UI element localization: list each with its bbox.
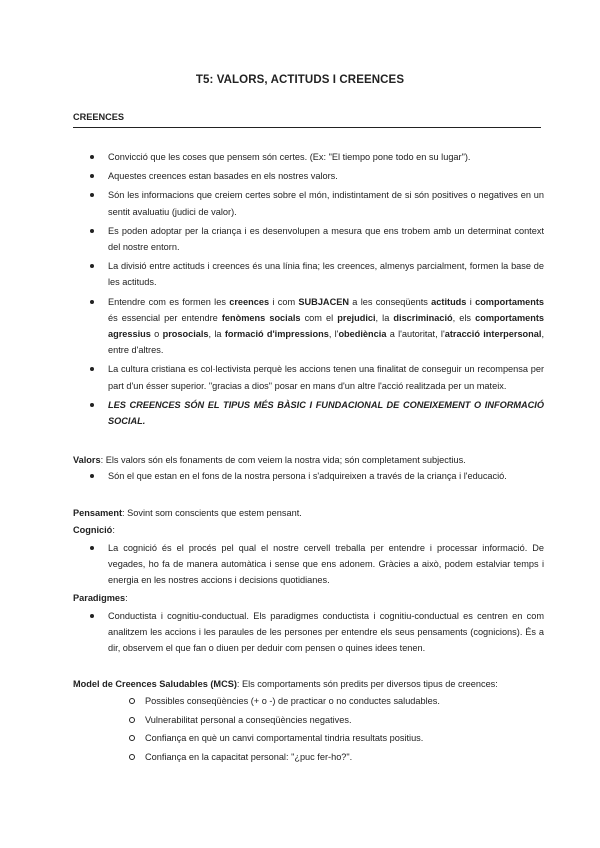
valors-label: Valors xyxy=(73,455,101,465)
text-run: , entre d'altres. xyxy=(108,329,544,356)
text-run: Entendre com es formen les xyxy=(108,296,230,307)
list-item: La cognició és el procés pel qual el nostre cervell treballa per entendre i processar informació. De vegades, ho fa de manera automàtica i sense que ens adonem. Gràcies a això, podem estalviar temps i energia en les nostres accions i decisions quotidianes. xyxy=(0,540,600,589)
valors-bullet-list xyxy=(0,468,600,484)
keyword: actituds xyxy=(431,296,467,307)
pensament-label: Pensament xyxy=(73,508,123,518)
mcs-sub-list xyxy=(0,693,600,768)
cognicio-colon: : xyxy=(112,525,115,535)
list-item: Es poden adoptar per la criança i es desenvolupen a mesura que ens trobem amb un determinat context del nostre entorn. xyxy=(0,223,600,255)
paradigmes-colon: : xyxy=(125,593,128,603)
keyword: SUBJACEN xyxy=(298,296,349,307)
list-item: Convicció que les coses que pensem són certes. (Ex: "El tiempo pone todo en su lugar"). xyxy=(0,149,600,165)
keyword: discriminació xyxy=(393,312,453,323)
keyword: atracció interpersonal xyxy=(444,329,542,340)
list-item: Conductista i cognitiu-conductual. Els paradigmes conductista i cognitiu-conductual es centren en com analitzem les accions i les paraules de les persones per entendre els seus pensaments (cognicions). És a dir, observem el que fan o diuen per deduir com pensen o quines idees tenen. xyxy=(0,608,600,657)
list-item: La cultura cristiana es col·lectivista perquè les accions tenen una finalitat de conseguir un recompensa per part d'un ésser superior. "gracias a dios" posar en mans d'un altre l'acció realitzada per un mateix. xyxy=(0,361,600,393)
list-item: Són les informacions que creiem certes sobre el món, indistintament de si són positives o negatives en un sentit avaluatiu (judici de valor). xyxy=(0,187,600,219)
cognicio-label: Cognició xyxy=(73,525,113,535)
keyword: comportaments xyxy=(475,296,544,307)
keyword: obediència xyxy=(338,329,387,340)
list-item: Confiança en què un canvi comportamental tindria resultats positius. xyxy=(0,730,600,746)
keyword: comportaments agressius xyxy=(108,312,545,340)
keyword: creences xyxy=(229,296,270,307)
text-run: , la xyxy=(208,329,225,340)
list-item: LES CREENCES SÓN EL TIPUS MÉS BÀSIC I FUNDACIONAL DE CONEIXEMENT O INFORMACIÓ SOCIAL. xyxy=(0,397,600,429)
list-item: Aquestes creences estan basades en els nostres valors. xyxy=(0,168,600,184)
pensament-text: : Sovint som conscients que estem pensant. xyxy=(122,508,302,518)
mcs-text: : Els comportaments són predits per diversos tipus de creences: xyxy=(236,679,498,689)
mcs-paragraph xyxy=(73,676,543,692)
text-run: , la xyxy=(375,312,394,323)
valors-paragraph xyxy=(73,452,543,468)
list-item: Confiança en la capacitat personal: "¿puc fer-ho?". xyxy=(0,749,600,765)
paradigmes-bullet-list xyxy=(0,608,600,657)
text-run: a l'autoritat, l' xyxy=(386,329,445,340)
mcs-label: Model de Creences Saludables (MCS) xyxy=(73,679,237,689)
paradigmes-label: Paradigmes xyxy=(73,593,126,603)
keyword: prejudici xyxy=(337,312,376,323)
list-item: Són el que estan en el fons de la nostra persona i s'adquireixen a través de la criança i l'educació. xyxy=(0,468,600,484)
cognicio-bullet-list xyxy=(0,540,600,589)
text-run: o xyxy=(150,329,163,340)
list-item: Vulnerabilitat personal a conseqüències negatives. xyxy=(0,712,600,728)
paradigmes-paragraph xyxy=(73,590,543,606)
creences-bullet-list xyxy=(0,149,600,432)
text-run: , l' xyxy=(328,329,339,340)
keyword: fenòmens socials xyxy=(221,312,301,323)
text-run: a les conseqüents xyxy=(348,296,432,307)
list-item: Possibles conseqüències (+ o -) de practicar o no conductes saludables. xyxy=(0,693,600,709)
heading-underline xyxy=(73,127,541,128)
text-run: i com xyxy=(269,296,299,307)
text-run: és essencial per entendre xyxy=(108,312,222,323)
cognicio-paragraph xyxy=(73,522,543,538)
valors-text: : Els valors són els fonaments de com veiem la nostra vida; són completament subjectius. xyxy=(100,455,466,465)
page-title: T5: VALORS, ACTITUDS I CREENCES xyxy=(195,74,405,86)
text-run: , els xyxy=(452,312,476,323)
text-run: com el xyxy=(300,312,338,323)
list-item xyxy=(0,294,600,359)
text-run: i xyxy=(466,296,476,307)
pensament-paragraph xyxy=(73,505,543,521)
keyword: prosocials xyxy=(162,329,209,340)
section-heading-creences: CREENCES xyxy=(73,112,125,122)
list-item: La divisió entre actituds i creences és una línia fina; les creences, almenys parcialment, formen la base de les actituds. xyxy=(0,258,600,290)
keyword: formació d'impressions xyxy=(224,329,329,340)
